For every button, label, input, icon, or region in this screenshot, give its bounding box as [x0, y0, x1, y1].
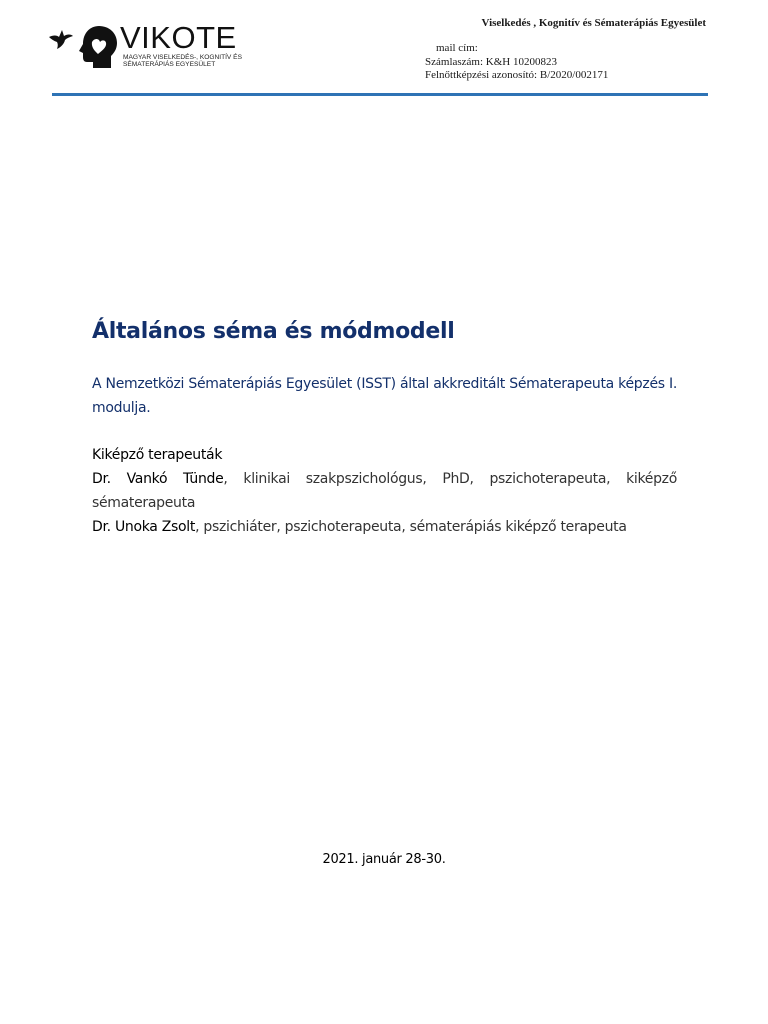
trainer-description: , klinikai szakpszichológus, PhD, pszichoterapeuta, kiképző sématerapeuta: [92, 471, 677, 511]
organization-name: Viselkedés , Kognitív és Sématerápiás Egyesület: [481, 17, 706, 29]
trainer-entry: [92, 515, 677, 539]
logo-subtitle: MAGYAR VISELKEDÉS-, KOGNITÍV ÉS SÉMATERÁPIÁS EGYESÜLET: [123, 54, 242, 68]
trainer-entry: [92, 467, 677, 515]
account-number: Számlaszám: K&H 10200823: [425, 55, 557, 68]
dove-icon: [48, 28, 74, 50]
trainer-name: Dr. Unoka Zsolt: [92, 519, 196, 535]
head-silhouette-icon: [78, 24, 120, 70]
trainer-description: , pszichiáter, pszichoterapeuta, sématerápiás kiképző terapeuta: [195, 519, 627, 535]
training-id: Felnőttképzési azonosító: B/2020/002171: [425, 69, 609, 81]
trainers-heading: Kiképző terapeuták: [92, 447, 223, 463]
logo-wordmark: VIKOTE: [120, 20, 237, 55]
document-body: [92, 315, 677, 539]
vikote-logo: [48, 20, 248, 72]
mail-line: mail cím:: [436, 42, 478, 54]
contact-block: [425, 42, 608, 83]
document-title: Általános séma és módmodell: [92, 319, 455, 344]
course-date: 2021. január 28-30.: [322, 852, 446, 867]
document-subtitle: A Nemzetközi Sématerápiás Egyesület (ISST) által akkreditált Sématerapeuta képzés I. modulja.: [92, 376, 677, 416]
header-divider: [52, 93, 708, 96]
trainer-name: Dr. Vankó Tünde: [92, 471, 224, 487]
